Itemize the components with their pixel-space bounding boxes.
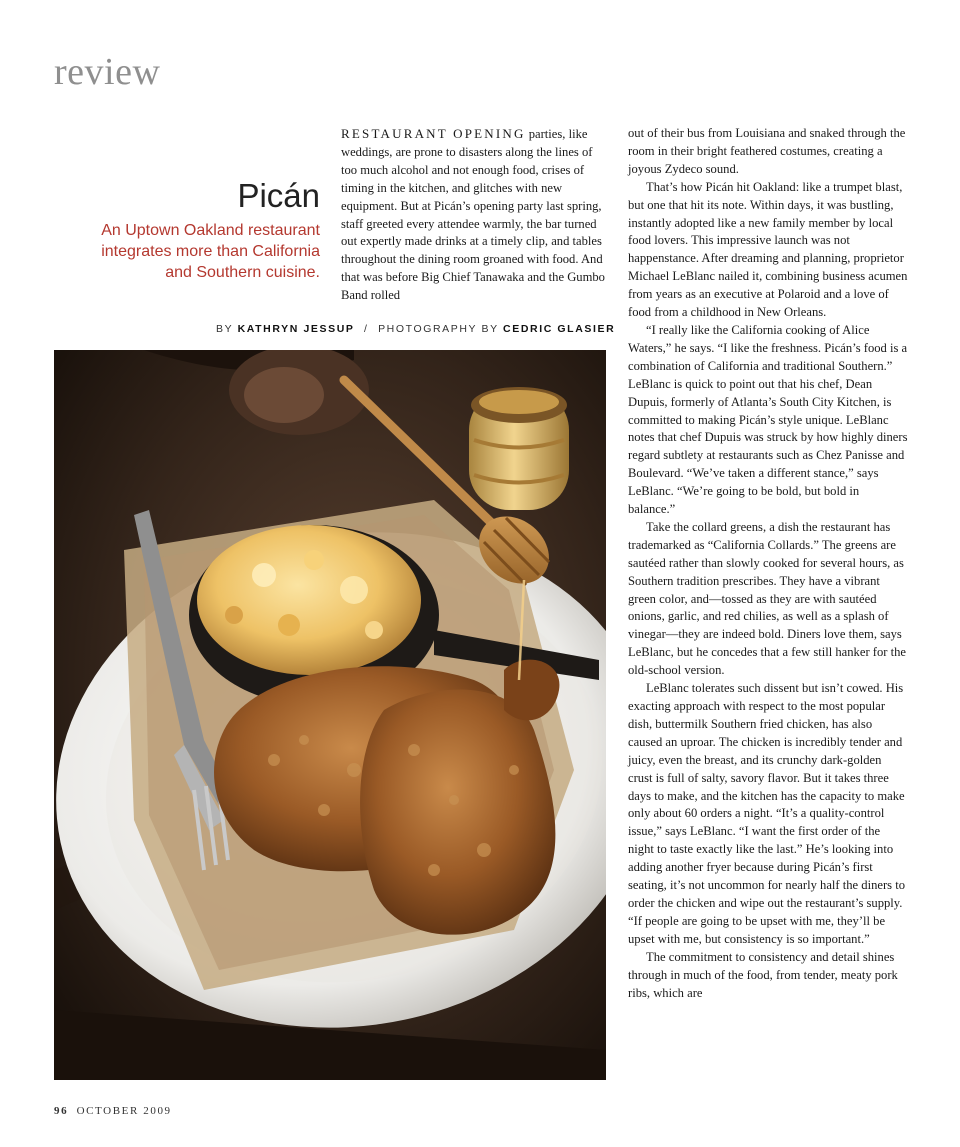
- article-paragraph: LeBlanc tolerates such dissent but isn’t cowed. His exacting approach with respect to the most popular dish, buttermilk Southern fried chicken, has also caused an uproar. The chicken is incredibly tender and juicy, even the breast, and its crunchy dark-golden crust is full of salty, savory flavor. But it takes three days to make, and the kitchen has the capacity to make only about 60 orders a night. “It’s a quality-control issue,” says LeBlanc. “I want the first order of the night to taste exactly like the last.” He’s looking into adding another fryer because during Picán’s first seating, it’s not uncommon for nearly half the diners to order the chicken and wipe out the restaurant’s supply. “If people are going to be upset with me, they’ll be upset with me, but consistency is so important.”: [628, 681, 906, 946]
- byline-by: BY: [216, 323, 234, 335]
- article-paragraph: That’s how Picán hit Oakland: like a trumpet blast, but one that hit its note. Within days, it was bustling, instantly adopted like a new family member by local food lovers. This impressive launch was not happenstance. After dreaming and planning, proprietor Michael LeBlanc nailed it, combining business acumen from years as an executive at Polaroid and a love of food from a childhood in New Orleans.: [628, 179, 908, 320]
- article-column-1: [341, 125, 608, 305]
- byline-photographer: CEDRIC GLASIER: [503, 323, 616, 335]
- article-paragraph: “I really like the California cooking of Alice Waters,” he says. “I like the freshness. Picán’s food is a combination of California and traditional Southern.” LeBlanc is quick to point out that his chef, Dean Dupuis, formerly of Atlanta’s South City Kitchen, is committed to making Picán’s style unique. LeBlanc notes that chef Dupuis was struck by how highly diners regard subtlety at restaurants such as Chez Panisse and Boulevard. “We’ve taken a different stance,” says LeBlanc. “We’re going to be bold, but bold in balance.”: [628, 322, 908, 517]
- folio: [54, 1105, 172, 1117]
- article-paragraph: out of their bus from Louisiana and snaked through the room in their bright feathered costumes, creating a joyous Zydeco sound.: [628, 126, 906, 176]
- byline-photo-prefix: PHOTOGRAPHY BY: [378, 323, 499, 335]
- lead-in: RESTAURANT OPENING: [341, 126, 526, 141]
- section-label: review: [54, 51, 161, 93]
- article-column-2: [628, 125, 908, 1002]
- article-paragraph: The commitment to consistency and detail shines through in much of the food, from tender, meaty pork ribs, which are: [628, 949, 898, 1000]
- page-title: Picán: [237, 177, 320, 214]
- food-photo: [54, 350, 606, 1080]
- byline-divider: /: [364, 323, 369, 335]
- issue-date: OCTOBER 2009: [76, 1105, 172, 1117]
- byline-author: KATHRYN JESSUP: [237, 323, 355, 335]
- headline-block: [100, 178, 320, 283]
- fried-chicken-photo-icon: [54, 350, 606, 1080]
- article-paragraph: Take the collard greens, a dish the restaurant has trademarked as “California Collards.” The greens are sautéed rather than slowly cooked for several hours, as Southern tradition prescribes. They have a vibrant green color, and—tossed as they are with sautéed onions, garlic, and red chilies, as well as a splash of vinegar—they are indeed bold. Diners love them, says LeBlanc, but he concedes that a few still hanker for the old-school version.: [628, 519, 907, 678]
- lead-paragraph-text: parties, like weddings, are prone to disasters along the lines of too much alcohol and not enough food, crises of timing in the kitchen, and glitches with new equipment. But at Picán’s opening party last spring, staff greeted every attendee warmly, the bar turned out expertly made drinks at a timely clip, and tables throughout the dining room groaned with food. And that was before Big Chief Tanawaka and the Gumbo Band rolled: [341, 127, 605, 303]
- page-number: 96: [54, 1105, 69, 1117]
- byline: [216, 323, 616, 335]
- article-paragraph: [341, 125, 608, 305]
- dek: An Uptown Oakland restaurant integrates more than California and Southern cuisine.: [101, 222, 320, 281]
